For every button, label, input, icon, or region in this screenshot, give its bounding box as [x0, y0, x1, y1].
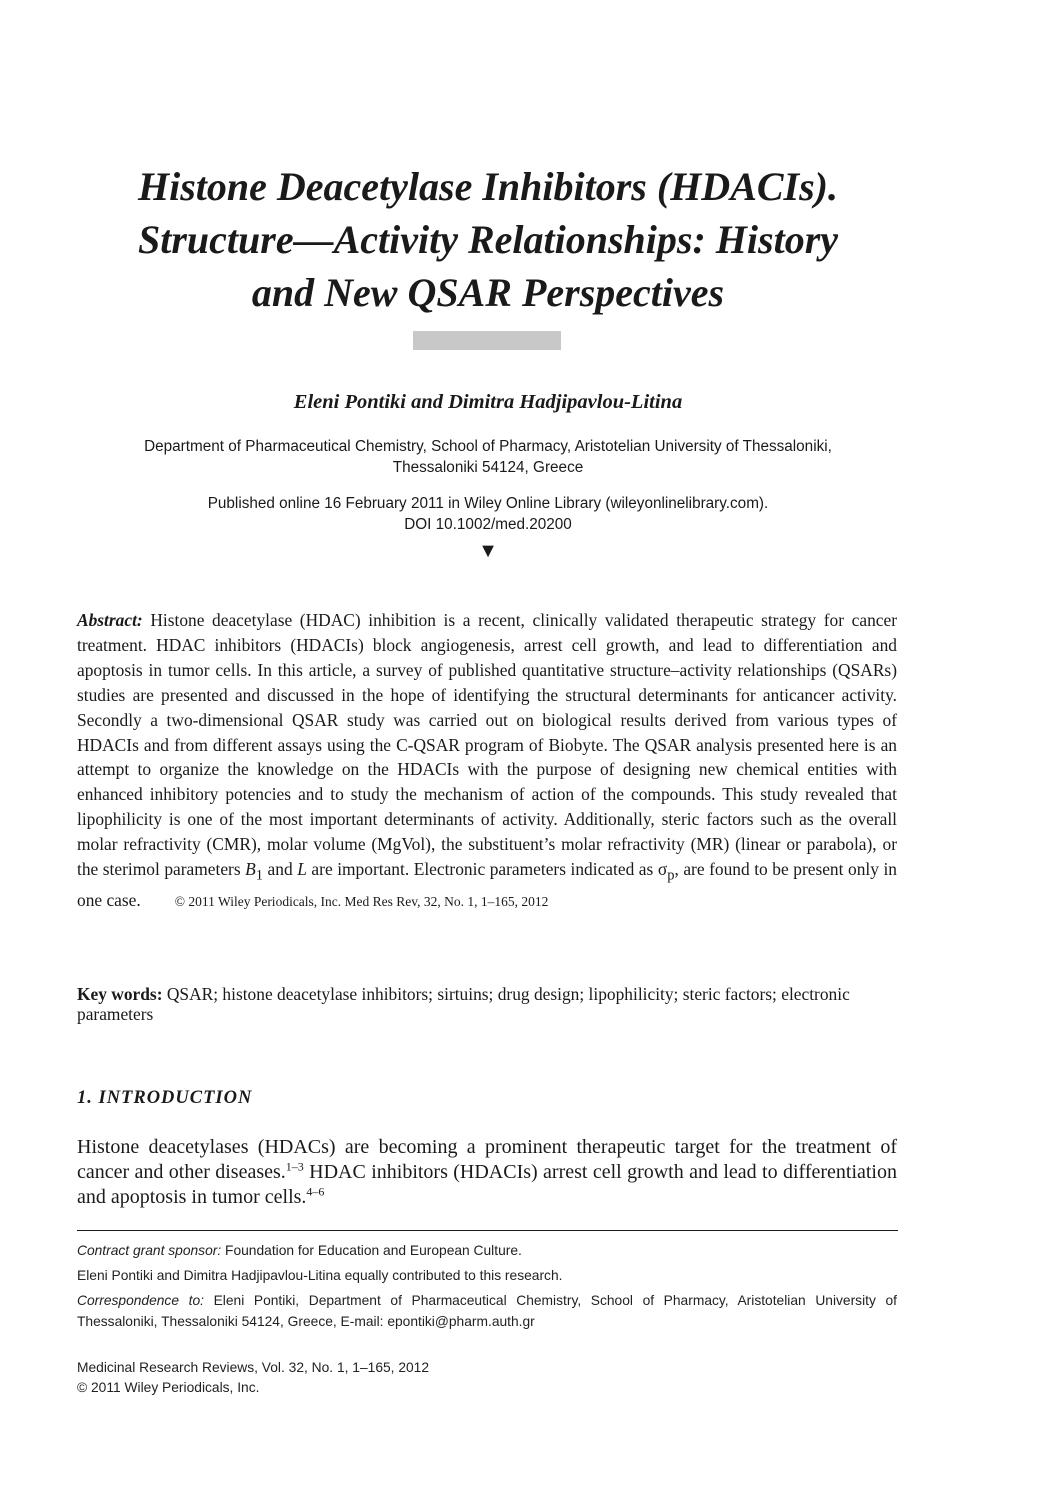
- title-line-1: Histone Deacetylase Inhibitors (HDACIs).: [137, 164, 839, 209]
- correspondence-label: Correspondence to:: [77, 1293, 204, 1308]
- keywords-text: QSAR; histone deacetylase inhibitors; sirtuins; drug design; lipophilicity; steric factors; electronic parameters: [77, 984, 850, 1024]
- introduction-paragraph: [77, 1135, 897, 1210]
- intro-text-1: Histone deacetylases (HDACs) are becoming a prominent therapeutic target for the treatment of cancer and other diseases.: [77, 1136, 897, 1183]
- keywords-label: Key words:: [77, 984, 163, 1004]
- sigma-subscript: p: [667, 867, 675, 884]
- abstract-label: Abstract:: [77, 610, 143, 630]
- abstract-text-1: Histone deacetylase (HDAC) inhibition is a recent, clinically validated therapeutic strategy for cancer treatment. HDAC inhibitors (HDACIs) block angiogenesis, arrest cell growth, and lead to differentiation and apoptosis in tumor cells. In this article, a survey of published quantitative structure–activity relationships (QSARs) studies are presented and discussed in the hope of identifying the structural determinants for anticancer activity. Secondly a two-dimensional QSAR study was carried out on biological results derived from various types of HDACIs and from different assays using the C-QSAR program of Biobyte. The QSAR analysis presented here is an attempt to organize the knowledge on the HDACIs with the purpose of designing new chemical entities with enhanced inhibitory potencies and to study the mechanism of action of the compounds. This study revealed that lipophilicity is one of the most important determinants of activity. Additionally, steric factors such as the overall molar refractivity (CMR), molar volume (MgVol), the substituent’s molar refractivity (MR) (linear or parabola), or the sterimol parameters: [77, 610, 897, 880]
- paper-title: [60, 160, 916, 319]
- l-symbol: L: [297, 859, 307, 880]
- correspondence-text: Eleni Pontiki, Department of Pharmaceutical Chemistry, School of Pharmacy, Aristotelian University of Thessaloniki, Thessaloniki 54124, Greece, E-mail: epontiki@pharm.auth.gr: [77, 1293, 897, 1329]
- footnote-correspondence: [77, 1290, 897, 1332]
- keywords: [77, 984, 897, 1024]
- affiliation-line-1: Department of Pharmaceutical Chemistry, School of Pharmacy, Aristotelian University of Thessaloniki,: [144, 438, 832, 455]
- journal-citation: Medicinal Research Reviews, Vol. 32, No. 1, 1–165, 2012: [77, 1360, 430, 1375]
- abstract: [77, 608, 897, 915]
- authors: Eleni Pontiki and Dimitra Hadjipavlou-Litina: [293, 391, 683, 413]
- sigma-symbol: σ: [657, 859, 668, 880]
- footnote-sponsor: [77, 1240, 897, 1261]
- journal-info: [77, 1358, 429, 1398]
- affiliation: [60, 436, 916, 478]
- abstract-text-3: , are found to be present only in one case.: [77, 859, 897, 911]
- title-decoration-bar: [413, 331, 561, 350]
- citation-ref-2: 4–6: [306, 1184, 325, 1199]
- abstract-and: and: [263, 859, 298, 880]
- journal-copyright: © 2011 Wiley Periodicals, Inc.: [77, 1380, 260, 1395]
- b-subscript: 1: [255, 867, 264, 884]
- sponsor-text: Foundation for Education and European Culture.: [221, 1243, 522, 1258]
- doi: DOI 10.1002/med.20200: [404, 516, 572, 533]
- affiliation-line-2: Thessaloniki 54124, Greece: [392, 459, 584, 476]
- citation-ref-1: 1–3: [285, 1159, 304, 1174]
- title-line-3: and New QSAR Perspectives: [251, 270, 725, 315]
- b-symbol: B: [245, 859, 256, 880]
- published-online: Published online 16 February 2011 in Wiley Online Library (wileyonlinelibrary.com).: [207, 495, 769, 512]
- abstract-copyright: © 2011 Wiley Periodicals, Inc. Med Res Rev, 32, No. 1, 1–165, 2012: [174, 894, 549, 910]
- sponsor-label: Contract grant sponsor:: [77, 1243, 222, 1258]
- intro-text-2: HDAC inhibitors (HDACIs) arrest cell growth and lead to differentiation and apoptosis in tumor cells.: [77, 1161, 897, 1208]
- section-heading-introduction: 1. INTRODUCTION: [77, 1088, 253, 1108]
- publication-info: [60, 493, 916, 535]
- down-triangle-icon: ▼: [478, 540, 498, 562]
- footnote-contribution: Eleni Pontiki and Dimitra Hadjipavlou-Litina equally contributed to this research.: [77, 1268, 563, 1283]
- footnote-divider: [77, 1230, 898, 1231]
- abstract-text-2: are important. Electronic parameters indicated as: [306, 859, 658, 880]
- title-line-2: Structure—Activity Relationships: History: [137, 217, 839, 262]
